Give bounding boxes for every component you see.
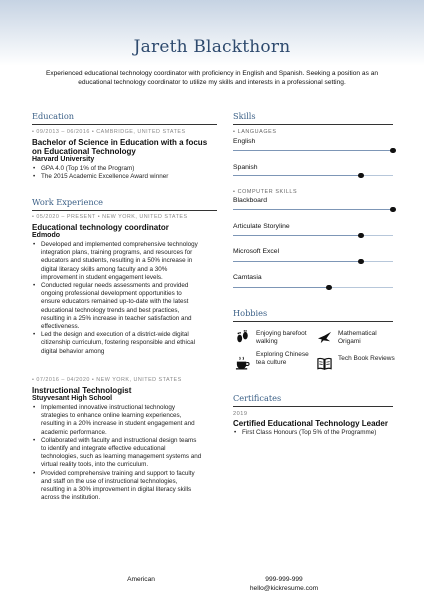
- hobby-label: Exploring Chinese tea culture: [256, 351, 309, 367]
- book-icon: [317, 356, 332, 371]
- list-item: • Collaborated with faculty and instructional design teams to identify and integrate effective educational technologies, such as learning management systems and virtual reality tools, into the curriculum.: [32, 437, 202, 470]
- skill-category-label: COMPUTER SKILLS: [237, 189, 298, 195]
- email-address: hello@kickresume.com: [249, 585, 319, 592]
- list-item: • The 2015 Academic Excellence Award winner: [32, 173, 217, 181]
- job-date-location: 07/2016 – 04/2020 • NEW YORK, UNITED STATES: [36, 377, 182, 383]
- skill-name: English: [233, 138, 256, 145]
- skill-name: Blackboard: [233, 197, 268, 204]
- tea-cup-icon: [235, 356, 250, 371]
- skill-level-marker: [390, 148, 395, 153]
- meta-bullet: •: [32, 214, 37, 220]
- skill-name: Camtasia: [233, 274, 262, 281]
- skill-level-marker: [358, 233, 363, 238]
- education-meta: [32, 129, 186, 135]
- certificate-year: 2019: [233, 411, 248, 417]
- hobbies-heading: Hobbies: [233, 308, 268, 318]
- list-item: • Developed and implemented comprehensive technology integration plans, training programs, and resources for educators and students, resulting in a 50% increase in digital literacy skills among faculty and a 30% improvement in student engagement levels.: [32, 241, 202, 282]
- skill-category-languages: [233, 129, 277, 135]
- list-item: • GPA 4.0 (Top 1% of the Program): [32, 165, 217, 173]
- meta-bullet: •: [233, 189, 238, 195]
- education-degree: Bachelor of Science in Education with a focus on Educational Technology: [32, 138, 208, 156]
- meta-bullet: •: [233, 129, 238, 135]
- list-item: • Led the design and execution of a district-wide digital citizenship curriculum, fostering responsible and ethical digital behavior among: [32, 331, 202, 356]
- certificate-title: Certified Educational Technology Leader: [233, 419, 388, 428]
- skill-level-fill: [233, 287, 329, 288]
- job-bullets: [32, 241, 202, 356]
- skill-level-bar: [233, 175, 393, 176]
- skill-name: Microsoft Excel: [233, 248, 280, 255]
- skill-name: Articulate Storyline: [233, 223, 290, 230]
- nationality: American: [127, 576, 155, 583]
- meta-bullet: •: [32, 377, 37, 383]
- skill-level-bar: [233, 235, 393, 236]
- skill-level-fill: [233, 175, 361, 176]
- certificate-bullets: [233, 429, 408, 437]
- footprints-icon: [235, 330, 250, 345]
- list-item: • Provided comprehensive training and support to faculty and staff on the use of instructional technologies, resulting in a 30% improvement in digital literacy skills across the institution.: [32, 470, 202, 503]
- job-company: Stuyvesant High School: [32, 395, 113, 402]
- candidate-name: Jareth Blackthorn: [133, 37, 291, 57]
- hobby-label: Enjoying barefoot walking: [256, 330, 307, 346]
- certificates-divider: [233, 406, 393, 407]
- skill-level-fill: [233, 261, 361, 262]
- skill-level-fill: [233, 150, 393, 151]
- job-title: Instructional Technologist: [32, 386, 132, 395]
- list-item: • Conducted regular needs assessments and provided ongoing professional development opportunities to ensure educators remained up-to-date with the latest educational technology trends and best practices, resulting in a 25% increase in teacher satisfaction and effectiveness.: [32, 282, 202, 331]
- skill-level-bar: [233, 261, 393, 262]
- job-meta: [32, 214, 188, 220]
- skills-divider: [233, 124, 393, 125]
- skill-level-bar: [233, 150, 393, 151]
- experience-divider: [32, 210, 217, 211]
- job-meta: [32, 377, 182, 383]
- skill-level-fill: [233, 235, 361, 236]
- skill-name: Spanish: [233, 164, 258, 171]
- skill-level-bar: [233, 209, 393, 210]
- experience-heading: Work Experience: [32, 197, 104, 207]
- summary-text: Experienced educational technology coordinator with proficiency in English and Spanish. Seeking a position as an educational technology coordinator to utilize my skills and interests in a professional setting.: [45, 70, 379, 86]
- job-date-location: 05/2020 – PRESENT • NEW YORK, UNITED STATES: [36, 214, 188, 220]
- job-company: Edmodo: [32, 232, 60, 239]
- job-title: Educational technology coordinator: [32, 223, 169, 232]
- job-bullets: [32, 404, 202, 502]
- education-heading: Education: [32, 111, 75, 121]
- list-item: • Implemented innovative instructional technology strategies to enhance online learning experiences, resulting in a 20% increase in student engagement and academic performance.: [32, 404, 202, 437]
- skill-level-marker: [358, 259, 363, 264]
- meta-bullet: •: [32, 129, 37, 135]
- certificates-heading: Certificates: [233, 393, 282, 403]
- skill-level-marker: [358, 173, 363, 178]
- skill-level-marker: [326, 285, 331, 290]
- education-school: Harvard University: [32, 156, 95, 163]
- skill-level-fill: [233, 209, 393, 210]
- origami-crane-icon: [317, 330, 332, 345]
- hobbies-divider: [233, 321, 393, 322]
- skill-level-marker: [390, 207, 395, 212]
- skill-category-computer: [233, 189, 297, 195]
- phone-number: 999-999-999: [265, 576, 303, 583]
- hobby-label: Tech Book Reviews: [338, 355, 395, 362]
- skill-category-label: LANGUAGES: [237, 129, 277, 135]
- education-bullets: [32, 165, 217, 181]
- skill-level-bar: [233, 287, 393, 288]
- hobby-label: Mathematical Origami: [338, 330, 377, 346]
- list-item: • First Class Honours (Top 5% of the Programme): [233, 429, 408, 437]
- education-divider: [32, 124, 217, 125]
- education-date-location: 09/2013 – 06/2016 • CAMBRIDGE, UNITED STATES: [36, 129, 186, 135]
- skills-heading: Skills: [233, 111, 256, 121]
